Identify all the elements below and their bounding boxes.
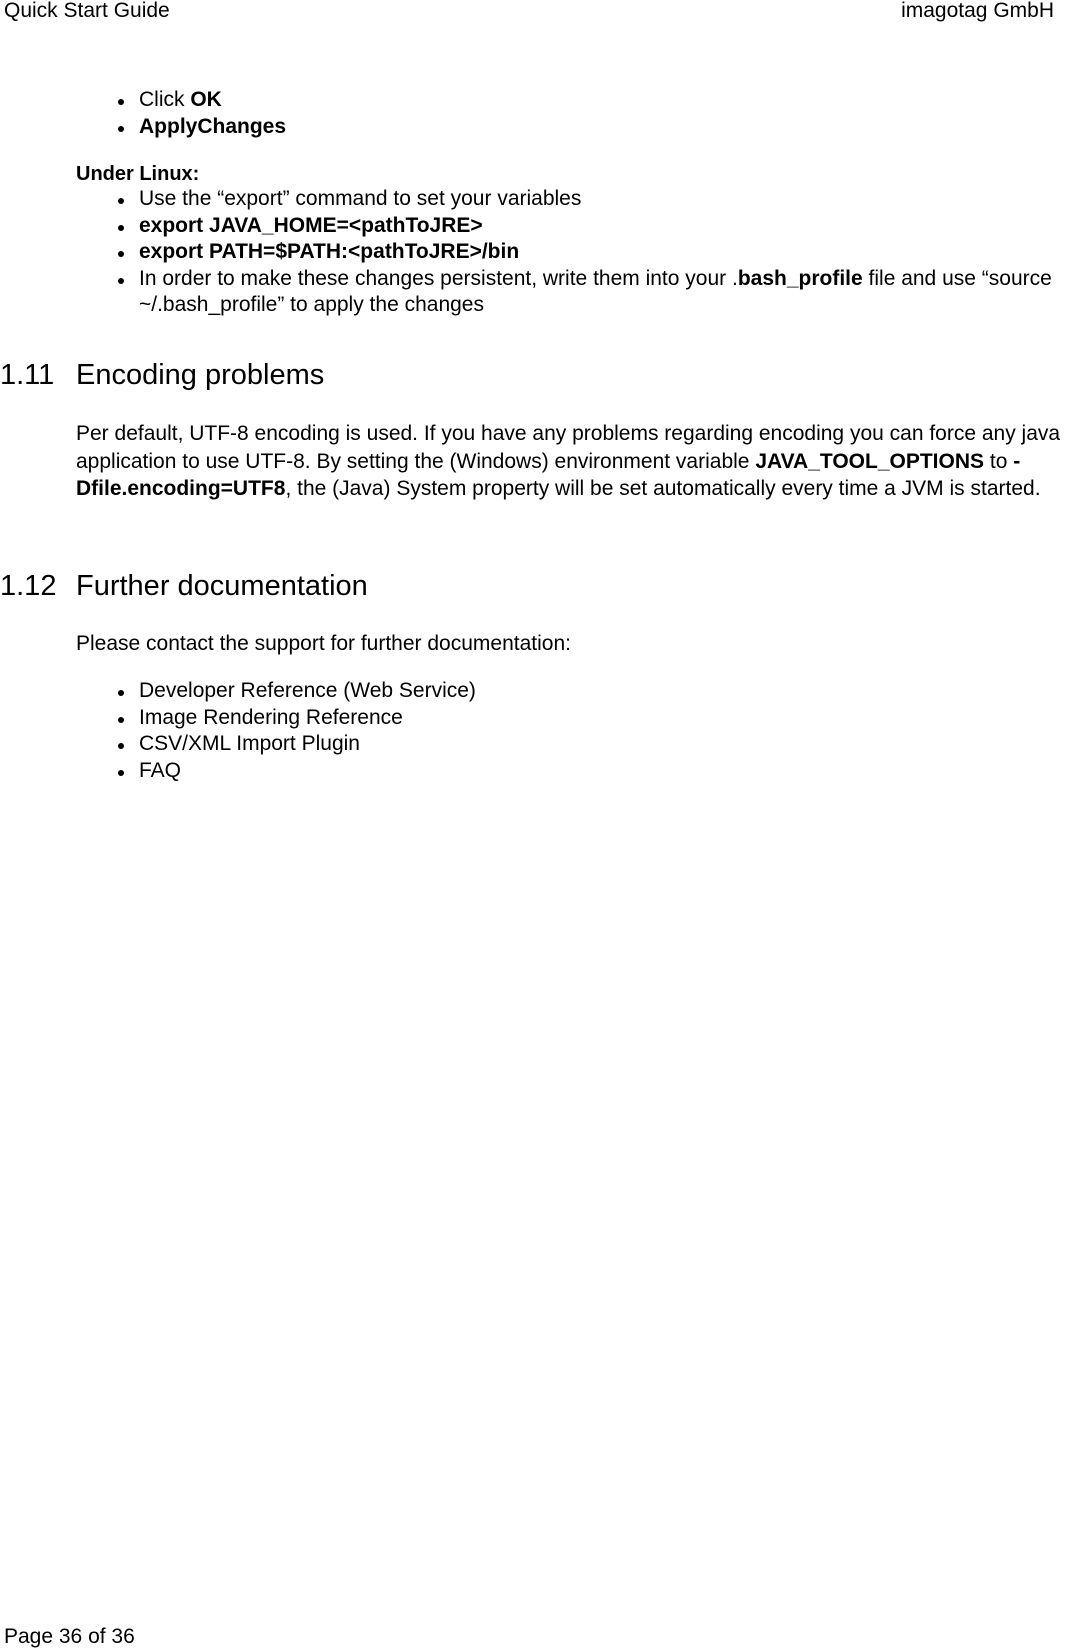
linux-steps-list [76,186,1074,319]
bullet-icon [118,251,124,257]
list-item: export PATH=$PATH:<pathToJRE>/bin [76,239,1074,266]
section-number: 1.11 [0,359,55,391]
linux-heading: Under Linux: [76,163,200,185]
list-item: FAQ [76,758,1074,785]
list-item: export JAVA_HOME=<pathToJRE> [76,213,1074,240]
section-heading-encoding [0,358,324,392]
section-title: Encoding problems [76,359,325,391]
bullet-icon [118,99,124,105]
bullet-icon [118,198,124,204]
bullet-icon [118,278,124,284]
bullet-icon [118,717,124,723]
list-item: Click OK [76,87,1074,114]
section-title: Further documentation [76,570,368,602]
bullet-icon [118,126,124,132]
header-company: imagotag GmbH [901,0,1054,22]
bullet-icon [118,225,124,231]
docs-intro: Please contact the support for further documentation: [76,632,571,655]
list-item: Use the “export” command to set your variables [76,186,1074,213]
encoding-paragraph: Per default, UTF-8 encoding is used. If you have any problems regarding encoding you can force any java application to use UTF-8. By setting the (Windows) environment variable JAVA_TOOL_OPTIONS to -Dfile.encoding=UTF8, the (Java) System property will be set automatically every time a JVM is started. [76,422,1061,500]
list-item: In order to make these changes persistent, write them into your .bash_profile file and use “source ~/.bash_profile” to apply the changes [76,266,1074,319]
list-item: ApplyChanges [76,114,1074,141]
page-number: Page 36 of 36 [4,1625,135,1648]
header-title: Quick Start Guide [4,0,170,22]
section-heading-docs [0,569,368,603]
section-number: 1.12 [0,570,57,602]
bullet-icon [118,743,124,749]
bullet-icon [118,690,124,696]
list-item: Image Rendering Reference [76,705,1074,732]
docs-list [76,678,1074,784]
windows-steps-list [76,87,1074,140]
list-item: Developer Reference (Web Service) [76,678,1074,705]
list-item: CSV/XML Import Plugin [76,731,1074,758]
bullet-icon [118,770,124,776]
